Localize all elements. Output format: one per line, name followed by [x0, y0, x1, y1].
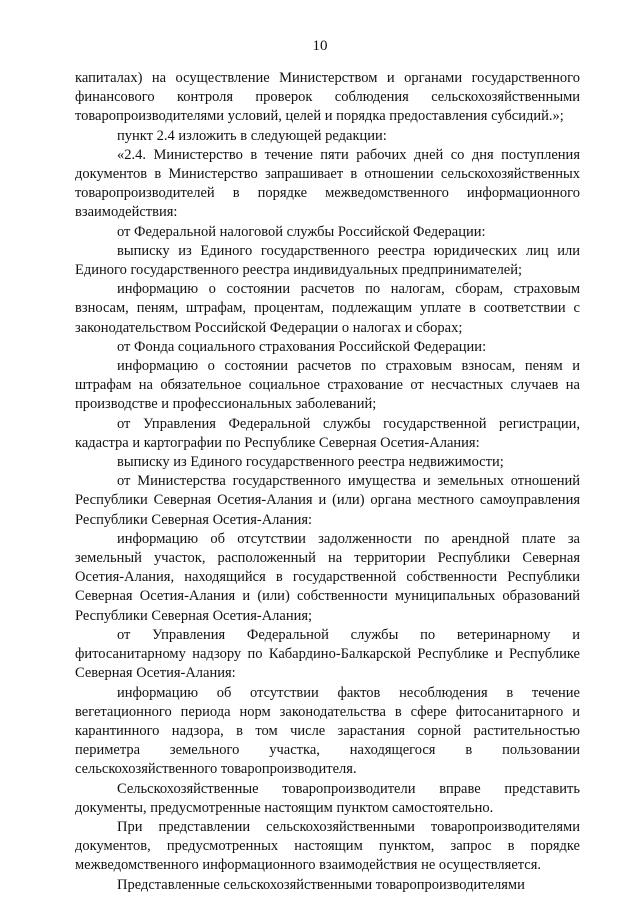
document-body	[75, 69, 580, 895]
paragraph: от Управления Федеральной службы по ветеринарному и фитосанитарному надзору по Кабардино-Балкарской Республике и Республике Северная Осетия-Алания:	[75, 626, 580, 682]
paragraph: Представленные сельскохозяйственными товаропроизводителями	[117, 876, 525, 893]
paragraph: от Министерства государственного имущества и земельных отношений Республики Северная Осетия-Алания и (или) органа местного самоуправления Республики Северная Осетия-Алания:	[75, 473, 580, 528]
paragraph: капиталах) на осуществление Министерством и органами государственного финансового контроля проверок соблюдения сельскохозяйственными товаропроизводителями условий, целей и порядка предоставления субсидий.»;	[75, 70, 580, 125]
paragraph: Сельскохозяйственные товаропроизводители вправе представить документы, предусмотренные настоящим пунктом самостоятельно.	[75, 780, 580, 816]
paragraph: от Фонда социального страхования Российской Федерации:	[117, 338, 487, 355]
paragraph: информацию об отсутствии фактов несоблюдения в течение вегетационного периода норм законодательства в сфере фитосанитарного и карантинного надзора, в том числе зарастания сорной растительностью периметра земельного участка, находящегося в пользовании сельскохозяйственного товаропроизводителя.	[75, 684, 580, 778]
paragraph: «2.4. Министерство в течение пяти рабочих дней со дня поступления документов в Министерство запрашивает в отношении сельскохозяйственных товаропроизводителей в порядке межведомственного информационного взаимодействия:	[75, 146, 580, 221]
paragraph: информацию об отсутствии задолженности по арендной плате за земельный участок, расположенный на территории Республики Северная Осетия-Алания, находящийся в государственной собственности Республики Северная Осетия-Алания и (или) собственности муниципальных образований Республики Северная Осетия-Алания;	[75, 530, 580, 624]
paragraph: выписку из Единого государственного реестра недвижимости;	[117, 454, 504, 471]
paragraph: информацию о состоянии расчетов по налогам, сборам, страховым взносам, пеням, штрафам, процентам, подлежащим уплате в соответствии с законодательством Российской Федерации о налогах и сборах;	[75, 281, 580, 336]
page-number: 10	[312, 38, 328, 54]
paragraph: выписку из Единого государственного реестра юридических лиц или Единого государственного реестра индивидуальных предпринимателей;	[75, 242, 580, 279]
paragraph: от Федеральной налоговой службы Российской Федерации:	[117, 223, 486, 240]
paragraph: При представлении сельскохозяйственными товаропроизводителями документов, предусмотренных настоящим пунктом, запрос в порядке межведомственного информационного взаимодействия не осуществляется.	[75, 818, 580, 874]
paragraph: от Управления Федеральной службы государственной регистрации, кадастра и картографии по Республике Северная Осетия-Алания:	[75, 415, 580, 451]
paragraph: пункт 2.4 изложить в следующей редакции:	[117, 127, 387, 144]
paragraph: информацию о состоянии расчетов по страховым взносам, пеням и штрафам на обязательное социальное страхование от несчастных случаев на производстве и профессиональных заболеваний;	[75, 358, 580, 413]
